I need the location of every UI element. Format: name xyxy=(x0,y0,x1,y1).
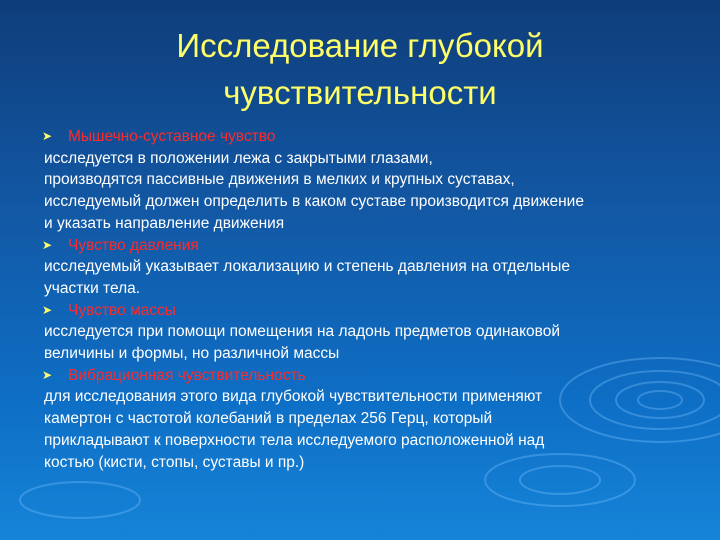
section-pressure xyxy=(44,235,684,300)
section-text-line: камертон с частотой колебаний в пределах 256 Герц, который xyxy=(44,410,493,428)
section-text-line: исследуемый должен определить в каком суставе производится движение xyxy=(44,193,584,211)
section-text-line: величины и формы, но различной массы xyxy=(44,345,340,363)
title-line-2: чувствительности xyxy=(223,74,497,111)
section-mass xyxy=(44,300,684,365)
arrow-bullet-icon: ➤ xyxy=(42,237,53,252)
arrow-bullet-icon: ➤ xyxy=(42,302,53,317)
section-text-line: прикладывают к поверхности тела исследуемого расположенной над xyxy=(44,431,545,449)
section-vibration xyxy=(44,365,684,474)
section-text-line: исследуется при помощи помещения на ладонь предметов одинаковой xyxy=(44,323,560,341)
section-text-line: производятся пассивные движения в мелких и крупных суставах, xyxy=(44,171,515,189)
section-text-line: исследуется в положении лежа с закрытыми глазами, xyxy=(44,149,433,167)
section-heading: Вибрационная чувствительность xyxy=(68,366,306,384)
section-text-line: костью (кисти, стопы, суставы и пр.) xyxy=(44,453,305,471)
slide-title xyxy=(0,22,720,116)
slide-content xyxy=(44,126,684,473)
section-text-line: исследуемый указывает локализацию и степень давления на отдельные xyxy=(44,258,571,276)
section-text-line: для исследования этого вида глубокой чувствительности применяют xyxy=(44,388,543,406)
section-text-line: и указать направление движения xyxy=(44,214,285,232)
arrow-bullet-icon: ➤ xyxy=(42,367,53,382)
section-muscle-joint xyxy=(44,126,684,235)
section-text-line: участки тела. xyxy=(44,279,141,297)
arrow-bullet-icon: ➤ xyxy=(42,129,53,143)
section-heading: Чувство массы xyxy=(68,301,176,319)
section-heading: Чувство давления xyxy=(68,236,199,254)
section-heading: Мышечно-суставное чувство xyxy=(68,128,276,145)
title-line-1: Исследование глубокой xyxy=(176,27,544,64)
